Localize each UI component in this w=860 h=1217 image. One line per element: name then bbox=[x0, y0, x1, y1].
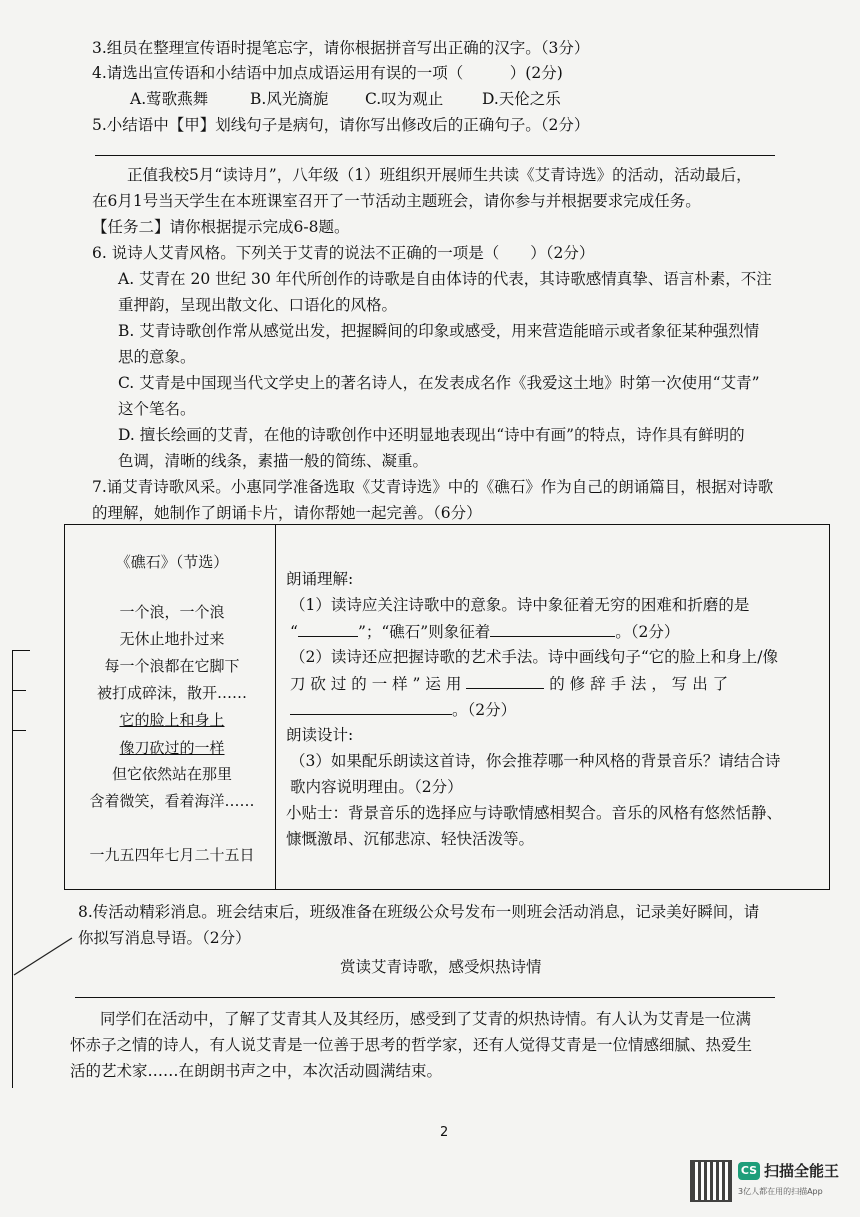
poem-line: 一个浪，一个浪 bbox=[119, 603, 225, 621]
question-4: 4.请选出宣传语和小结语中加点成语运用有误的一项（ ）(2分) bbox=[92, 64, 563, 82]
question-5: 5.小结语中【甲】划线句子是病句，请你写出修改后的正确句子。（2分） bbox=[92, 116, 590, 134]
card-tip-line-2: 慷慨激昂、沉郁悲凉、轻快活泼等。 bbox=[286, 830, 535, 848]
poem-line: 被打成碎沫，散开…… bbox=[96, 684, 247, 702]
answer-line-q5 bbox=[95, 155, 775, 156]
qr-code-icon bbox=[690, 1160, 732, 1202]
card-item-1-line-1: （1）读诗应关注诗歌中的意象。诗中象征着无穷的困难和折磨的是 bbox=[290, 596, 750, 614]
card-design-label: 朗读设计: bbox=[286, 726, 354, 744]
intro-line-1: 正值我校5月“读诗月”，八年级（1）班组织开展师生共读《艾青诗选》的活动，活动最后， bbox=[127, 166, 752, 184]
card-item-1-line-2: “ ”；“礁石”则象征着 。（2分） bbox=[290, 620, 679, 643]
poem-underlined-line: 像刀砍过的一样 bbox=[119, 739, 225, 757]
watermark-subtitle: 3亿人都在用的扫描App bbox=[738, 1187, 823, 1196]
page-number: 2 bbox=[440, 1125, 449, 1140]
q4-option-c: C.叹为观止 bbox=[365, 90, 444, 108]
answer-blank[interactable] bbox=[298, 620, 358, 637]
answer-blank[interactable] bbox=[466, 672, 544, 689]
news-title: 赏读艾青诗歌，感受炽热诗情 bbox=[340, 958, 542, 976]
closing-line-1: 同学们在活动中，了解了艾青其人及其经历，感受到了艾青的炽热诗情。有人认为艾青是一位满 bbox=[100, 1010, 752, 1028]
poem-line: 无休止地扑过来 bbox=[119, 630, 225, 648]
q6-option-d-line-2: 色调，清晰的线条，素描一般的简练、凝重。 bbox=[118, 452, 429, 470]
poem-line: 含着微笑，看着海洋…… bbox=[89, 792, 255, 810]
scanner-watermark bbox=[690, 1160, 840, 1204]
question-6: 6. 说诗人艾青风格。下列关于艾青的说法不正确的一项是（ ）（2分） bbox=[92, 244, 595, 262]
watermark-brand: 扫描全能王 bbox=[764, 1162, 840, 1180]
card-item-3-line-1: （3）如果配乐朗读这首诗，你会推荐哪一种风格的背景音乐？请结合诗 bbox=[290, 752, 781, 770]
question-7-line-2: 的理解，她制作了朗诵卡片，请你帮她一起完善。（6分） bbox=[92, 504, 482, 522]
card-item-3-line-2: 歌内容说明理由。（2分） bbox=[290, 778, 463, 796]
q4-option-d: D.天伦之乐 bbox=[482, 90, 561, 108]
poem-date: 一九五四年七月二十五日 bbox=[89, 846, 255, 864]
poem-line: 每一个浪都在它脚下 bbox=[104, 657, 240, 675]
q6-option-b-line-1: B. 艾青诗歌创作常从感觉出发，把握瞬间的印象或感受，用来营造能暗示或者象征某种强烈情 bbox=[118, 322, 760, 340]
q4-option-b: B.风光旖旎 bbox=[250, 90, 329, 108]
card-item-2-line-2: 刀 砍 过 的 一 样 ” 运 用 的 修 辞 手 法 ， 写 出 了 bbox=[290, 672, 728, 695]
answer-line-q8[interactable] bbox=[75, 997, 775, 998]
q6-option-a-line-1: A. 艾青在 20 世纪 30 年代所创作的诗歌是自由体诗的代表，其诗歌感情真挚、语言朴素，不注 bbox=[118, 270, 772, 288]
card-item-2-line-3: 。（2分） bbox=[290, 698, 516, 721]
card-understanding-label: 朗诵理解: bbox=[286, 570, 354, 588]
question-7-line-1: 7.诵艾青诗歌风采。小惠同学准备选取《艾青诗选》中的《礁石》作为自己的朗诵篇目，根据对诗歌 bbox=[92, 478, 774, 496]
poem-title: 《礁石》（节选） bbox=[115, 553, 229, 571]
poem-line: 但它依然站在那里 bbox=[111, 765, 232, 783]
card-item-2-line-1: （2）读诗还应把握诗歌的艺术手法。诗中画线句子“它的脸上和身上/像 bbox=[290, 648, 779, 666]
closing-line-3: 活的艺术家……在朗朗书声之中，本次活动圆满结束。 bbox=[70, 1062, 443, 1080]
answer-blank[interactable] bbox=[490, 620, 615, 637]
intro-line-2: 在6月1号当天学生在本班课室召开了一节活动主题班会，请你参与并根据要求完成任务。 bbox=[92, 192, 701, 210]
q6-option-c-line-1: C. 艾青是中国现当代文学史上的著名诗人，在发表成名作《我爱这土地》时第一次使用“艾青” bbox=[118, 374, 760, 392]
card-tip-line-1: 小贴士：背景音乐的选择应与诗歌情感相契合。音乐的风格有悠然恬静、 bbox=[286, 804, 783, 822]
card-divider bbox=[275, 524, 276, 890]
camscanner-logo-icon: CS bbox=[738, 1162, 760, 1180]
q6-option-b-line-2: 思的意象。 bbox=[118, 348, 196, 366]
margin-diagonal-mark bbox=[12, 930, 82, 980]
q6-option-d-line-1: D. 擅长绘画的艾青，在他的诗歌创作中还明显地表现出“诗中有画”的特点，诗作具有鲜明的 bbox=[118, 426, 745, 444]
q6-option-c-line-2: 这个笔名。 bbox=[118, 400, 196, 418]
question-8-line-1: 8.传活动精彩消息。班会结束后，班级准备在班级公众号发布一则班会活动消息，记录美好瞬间，请 bbox=[78, 903, 760, 921]
margin-tick bbox=[12, 650, 30, 651]
question-8-line-2: 你拟写消息导语。（2分） bbox=[78, 929, 251, 947]
answer-blank[interactable] bbox=[290, 698, 452, 715]
task-2-heading: 【任务二】请你根据提示完成6-8题。 bbox=[92, 218, 350, 236]
closing-line-2: 怀赤子之情的诗人，有人说艾青是一位善于思考的哲学家，还有人觉得艾青是一位情感细腻、热爱生 bbox=[70, 1036, 753, 1054]
q6-option-a-line-2: 重押韵，呈现出散文化、口语化的风格。 bbox=[118, 296, 398, 314]
margin-tick bbox=[12, 730, 26, 731]
question-3: 3.组员在整理宣传语时提笔忘字，请你根据拼音写出正确的汉字。（3分） bbox=[92, 39, 590, 57]
margin-tick bbox=[12, 690, 26, 691]
margin-binding-line bbox=[12, 650, 13, 1088]
q4-option-a: A.莺歌燕舞 bbox=[130, 90, 209, 108]
poem-underlined-line: 它的脸上和身上 bbox=[119, 711, 225, 729]
